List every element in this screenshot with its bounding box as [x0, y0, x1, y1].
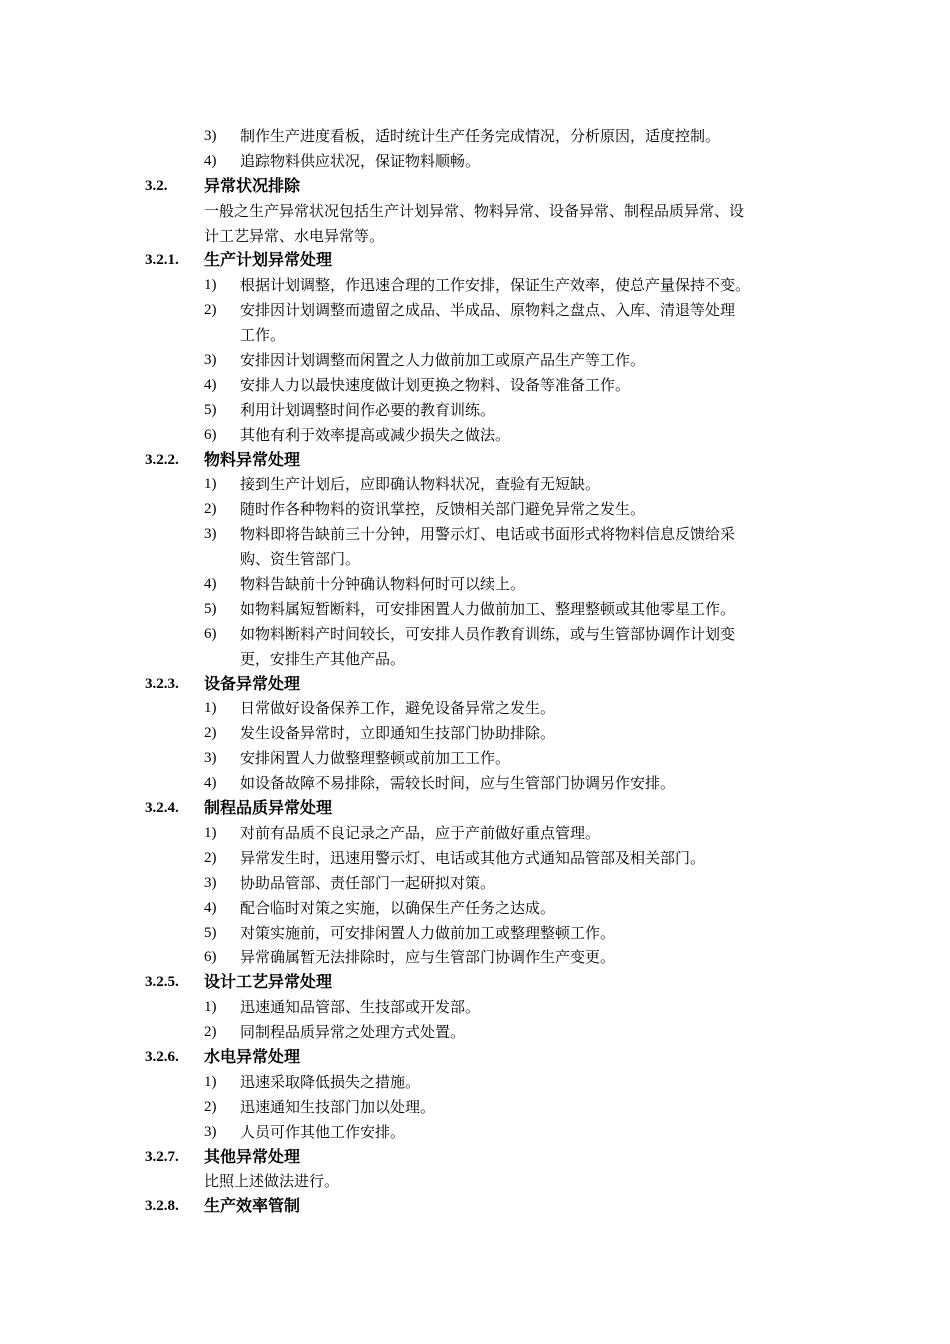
list-item-number: 3) [204, 526, 217, 543]
section-heading [0, 248, 950, 273]
list-item [0, 1020, 950, 1045]
list-item [0, 721, 950, 746]
list-item-text: 根据计划调整，作迅速合理的工作安排，保证生产效率，使总产量保持不变。 [240, 276, 751, 295]
list-item [0, 497, 950, 522]
section-title: 异常状况排除 [204, 175, 301, 195]
list-item-number: 1) [204, 700, 217, 717]
list-item-number: 1) [204, 1073, 217, 1090]
list-item [0, 746, 950, 771]
list-item-text: 安排因计划调整而闲置之人力做前加工或原产品生产等工作。 [240, 351, 646, 370]
list-item [0, 1095, 950, 1120]
list-item [0, 1120, 950, 1145]
list-item [0, 597, 950, 622]
list-item-number: 2) [204, 501, 217, 518]
list-item [0, 348, 950, 373]
section-heading [0, 672, 950, 697]
list-item-number: 1) [204, 999, 217, 1016]
list-item-text: 迅速通知品管部、生技部或开发部。 [240, 998, 481, 1017]
list-item-text: 日常做好设备保养工作，避免设备异常之发生。 [240, 699, 556, 718]
list-item-number: 4) [204, 899, 217, 916]
list-item-number: 2) [204, 1024, 217, 1041]
list-item [0, 398, 950, 423]
list-item-text: 迅速采取降低损失之措施。 [240, 1072, 421, 1091]
list-item [0, 945, 950, 970]
list-item [0, 472, 950, 497]
list-item [0, 149, 950, 174]
list-item [0, 298, 950, 323]
list-item-number: 1) [204, 476, 217, 493]
list-item-text: 安排因计划调整而遗留之成品、半成品、原物料之盘点、入库、清退等处理 [240, 301, 736, 320]
section-title: 设备异常处理 [204, 673, 301, 693]
list-item-number: 1) [204, 824, 217, 841]
list-item-number: 2) [204, 1098, 217, 1115]
paragraph-line [0, 224, 950, 249]
list-item [0, 821, 950, 846]
section-title: 生产效率管制 [204, 1196, 301, 1216]
list-item-number: 2) [204, 849, 217, 866]
list-item-text: 安排人力以最快速度做计划更换之物料、设备等准备工作。 [240, 375, 631, 394]
list-item [0, 1070, 950, 1095]
section-number: 3.2.5. [145, 974, 179, 991]
list-item-continuation [0, 323, 950, 348]
list-item [0, 273, 950, 298]
list-item-text: 工作。 [240, 326, 286, 345]
section-title: 设计工艺异常处理 [204, 972, 333, 992]
list-item-text: 更，安排生产其他产品。 [240, 649, 406, 668]
list-item [0, 572, 950, 597]
list-item [0, 124, 950, 149]
list-item-number: 2) [204, 725, 217, 742]
list-item [0, 896, 950, 921]
section-heading [0, 174, 950, 199]
list-item-continuation [0, 647, 950, 672]
list-item-number: 6) [204, 426, 217, 443]
list-item [0, 995, 950, 1020]
list-item-text: 如设备故障不易排除，需较长时间，应与生管部门协调另作安排。 [240, 774, 676, 793]
list-item [0, 622, 950, 647]
list-item-number: 5) [204, 401, 217, 418]
list-item-text: 物料即将告缺前三十分钟，用警示灯、电话或书面形式将物料信息反馈给采 [240, 525, 736, 544]
list-item-number: 3) [204, 352, 217, 369]
list-item-number: 2) [204, 302, 217, 319]
list-item [0, 696, 950, 721]
section-heading [0, 448, 950, 473]
section-heading [0, 1145, 950, 1170]
document-page [0, 124, 950, 1219]
list-item-text: 接到生产计划后，应即确认物料状况，查验有无短缺。 [240, 475, 601, 494]
section-heading [0, 1045, 950, 1070]
list-item-number: 4) [204, 576, 217, 593]
list-item-number: 4) [204, 775, 217, 792]
list-item-text: 异常发生时，迅速用警示灯、电话或其他方式通知品管部及相关部门。 [240, 848, 706, 867]
list-item-text: 制作生产进度看板，适时统计生产任务完成情况，分析原因，适度控制。 [240, 127, 721, 145]
list-item [0, 771, 950, 796]
list-item-number: 5) [204, 924, 217, 941]
list-item-number: 5) [204, 600, 217, 617]
list-item-text: 迅速通知生技部门加以处理。 [240, 1097, 436, 1116]
section-number: 3.2.3. [145, 675, 179, 692]
paragraph-text: 一般之生产异常状况包括生产计划异常、物料异常、设备异常、制程品质异常、设 [204, 201, 745, 220]
section-title: 其他异常处理 [204, 1146, 301, 1166]
list-item-text: 对前有品质不良记录之产品，应于产前做好重点管理。 [240, 823, 601, 842]
list-item-text: 安排闲置人力做整理整顿或前加工工作。 [240, 749, 511, 768]
section-title: 制程品质异常处理 [204, 798, 333, 818]
list-item-number: 3) [204, 874, 217, 891]
list-item-text: 发生设备异常时，立即通知生技部门协助排除。 [240, 724, 556, 743]
list-item-number: 6) [204, 949, 217, 966]
list-item [0, 846, 950, 871]
paragraph-text: 计工艺异常、水电异常等。 [204, 226, 385, 245]
section-number: 3.2.7. [145, 1148, 179, 1165]
list-item-text: 随时作各种物料的资讯掌控，反馈相关部门避免异常之发生。 [240, 500, 646, 519]
list-item-text: 异常确属暂无法排除时，应与生管部门协调作生产变更。 [240, 948, 616, 967]
list-item-number: 3) [204, 750, 217, 767]
section-number: 3.2.1. [145, 252, 179, 269]
list-item [0, 871, 950, 896]
list-item [0, 423, 950, 448]
paragraph-line [0, 1169, 950, 1194]
list-item-text: 追踪物料供应状况，保证物料顺畅。 [240, 151, 481, 170]
list-item-text: 协助品管部、责任部门一起研拟对策。 [240, 873, 496, 892]
list-item-text: 物料告缺前十分钟确认物料何时可以续上。 [240, 575, 526, 594]
section-title: 生产计划异常处理 [204, 250, 333, 270]
section-number: 3.2.2. [145, 451, 179, 468]
list-item-number: 3) [204, 128, 217, 144]
list-item-number: 3) [204, 1123, 217, 1140]
list-item [0, 373, 950, 398]
list-item [0, 522, 950, 547]
list-item-number: 4) [204, 376, 217, 393]
list-item-text: 对策实施前，可安排闲置人力做前加工或整理整顿工作。 [240, 923, 616, 942]
list-item-number: 6) [204, 625, 217, 642]
section-number: 3.2.8. [145, 1198, 179, 1215]
list-item [0, 921, 950, 946]
list-item-text: 如物料断料产时间较长，可安排人员作教育训练，或与生管部协调作计划变 [240, 624, 736, 643]
section-title: 水电异常处理 [204, 1046, 301, 1066]
list-item-text: 同制程品质异常之处理方式处置。 [240, 1023, 466, 1042]
section-heading [0, 796, 950, 821]
list-item-text: 购、资生管部门。 [240, 550, 361, 569]
list-item-text: 如物料属短暂断料，可安排困置人力做前加工、整理整顿或其他零星工作。 [240, 599, 736, 618]
section-number: 3.2. [145, 177, 168, 194]
list-item-number: 1) [204, 277, 217, 294]
list-item-number: 4) [204, 152, 217, 169]
list-item-continuation [0, 547, 950, 572]
paragraph-line [0, 199, 950, 224]
section-number: 3.2.4. [145, 800, 179, 817]
list-item-text: 人员可作其他工作安排。 [240, 1122, 406, 1141]
list-item-text: 配合临时对策之实施，以确保生产任务之达成。 [240, 898, 556, 917]
paragraph-text: 比照上述做法进行。 [204, 1172, 340, 1191]
list-item-text: 利用计划调整时间作必要的教育训练。 [240, 400, 496, 419]
section-number: 3.2.6. [145, 1048, 179, 1065]
section-heading [0, 1194, 950, 1219]
section-title: 物料异常处理 [204, 449, 301, 469]
section-heading [0, 970, 950, 995]
list-item-text: 其他有利于效率提高或减少损失之做法。 [240, 425, 511, 444]
